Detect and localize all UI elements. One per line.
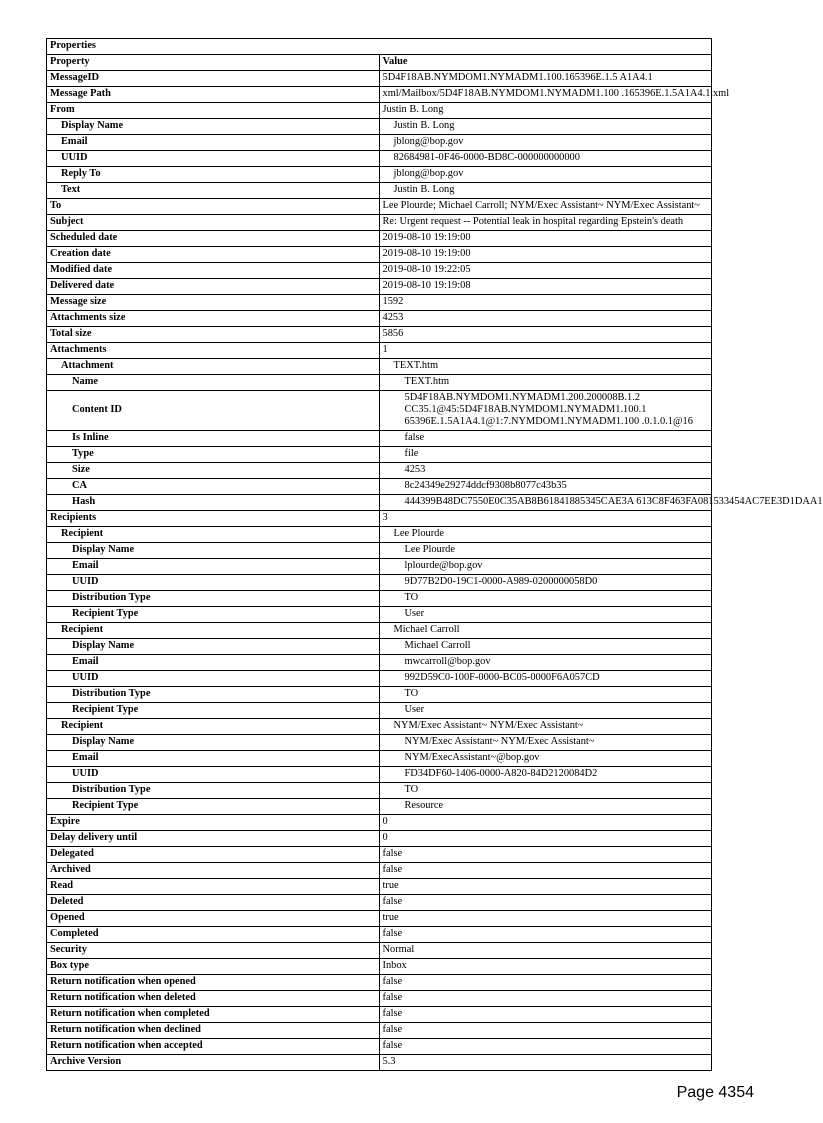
property-row bbox=[47, 991, 712, 1007]
property-value: 1 bbox=[379, 343, 712, 359]
property-value: 82684981-0F46-0000-BD8C-000000000000 bbox=[379, 151, 712, 167]
property-row bbox=[47, 119, 712, 135]
property-value: jblong@bop.gov bbox=[379, 135, 712, 151]
property-row bbox=[47, 831, 712, 847]
property-value: true bbox=[379, 879, 712, 895]
property-value: 4253 bbox=[379, 463, 712, 479]
property-value: false bbox=[379, 1039, 712, 1055]
property-value: Inbox bbox=[379, 959, 712, 975]
property-row bbox=[47, 895, 712, 911]
property-row bbox=[47, 231, 712, 247]
property-value: false bbox=[379, 895, 712, 911]
property-value: Justin B. Long bbox=[379, 103, 712, 119]
header-row bbox=[47, 55, 712, 71]
property-name: Return notification when completed bbox=[47, 1007, 380, 1023]
property-row bbox=[47, 135, 712, 151]
property-row bbox=[47, 263, 712, 279]
property-value: Resource bbox=[379, 799, 712, 815]
property-value: false bbox=[379, 847, 712, 863]
property-value: 0 bbox=[379, 831, 712, 847]
property-name: Email bbox=[47, 655, 380, 671]
property-value: TEXT.htm bbox=[379, 375, 712, 391]
property-row bbox=[47, 1023, 712, 1039]
property-name: To bbox=[47, 199, 380, 215]
property-name: Distribution Type bbox=[47, 591, 380, 607]
property-row bbox=[47, 975, 712, 991]
property-value: false bbox=[379, 975, 712, 991]
property-value: true bbox=[379, 911, 712, 927]
property-row bbox=[47, 911, 712, 927]
property-name: Attachment bbox=[47, 359, 380, 375]
property-name: Text bbox=[47, 183, 380, 199]
property-name: Distribution Type bbox=[47, 783, 380, 799]
property-value: User bbox=[379, 703, 712, 719]
property-value: 4253 bbox=[379, 311, 712, 327]
property-name: Subject bbox=[47, 215, 380, 231]
property-name: Type bbox=[47, 447, 380, 463]
property-value: file bbox=[379, 447, 712, 463]
property-value: Lee Plourde bbox=[379, 543, 712, 559]
property-row bbox=[47, 671, 712, 687]
property-value: Normal bbox=[379, 943, 712, 959]
property-name: Recipient bbox=[47, 719, 380, 735]
property-row bbox=[47, 431, 712, 447]
property-row bbox=[47, 543, 712, 559]
property-name: Content ID bbox=[47, 391, 380, 431]
property-name: Expire bbox=[47, 815, 380, 831]
property-row bbox=[47, 815, 712, 831]
property-row bbox=[47, 1055, 712, 1071]
properties-table bbox=[46, 38, 823, 1071]
property-value: 1592 bbox=[379, 295, 712, 311]
property-name: Attachments bbox=[47, 343, 380, 359]
property-name: Scheduled date bbox=[47, 231, 380, 247]
property-row bbox=[47, 279, 712, 295]
property-row bbox=[47, 215, 712, 231]
property-row bbox=[47, 151, 712, 167]
property-row bbox=[47, 1039, 712, 1055]
property-name: Read bbox=[47, 879, 380, 895]
property-name: Display Name bbox=[47, 735, 380, 751]
section-title-row bbox=[47, 39, 712, 55]
property-name: Reply To bbox=[47, 167, 380, 183]
property-value: Lee Plourde; Michael Carroll; NYM/Exec Assistant~ NYM/Exec Assistant~ bbox=[379, 199, 712, 215]
page-number: Page 4354 bbox=[676, 1084, 754, 1101]
property-row bbox=[47, 295, 712, 311]
property-row bbox=[47, 87, 712, 103]
property-name: Opened bbox=[47, 911, 380, 927]
property-value: 5856 bbox=[379, 327, 712, 343]
property-name: UUID bbox=[47, 575, 380, 591]
property-row bbox=[47, 559, 712, 575]
property-value: false bbox=[379, 991, 712, 1007]
property-row bbox=[47, 879, 712, 895]
property-value: NYM/Exec Assistant~ NYM/Exec Assistant~ bbox=[379, 719, 712, 735]
property-name: Display Name bbox=[47, 543, 380, 559]
property-name: Completed bbox=[47, 927, 380, 943]
properties-table-body bbox=[47, 39, 823, 1071]
property-value: false bbox=[379, 431, 712, 447]
property-row bbox=[47, 687, 712, 703]
property-row bbox=[47, 751, 712, 767]
property-value: TO bbox=[379, 591, 712, 607]
property-row bbox=[47, 183, 712, 199]
property-name: Delay delivery until bbox=[47, 831, 380, 847]
property-name: Archive Version bbox=[47, 1055, 380, 1071]
property-name: Return notification when accepted bbox=[47, 1039, 380, 1055]
property-name: Distribution Type bbox=[47, 687, 380, 703]
property-name: Display Name bbox=[47, 639, 380, 655]
property-row bbox=[47, 943, 712, 959]
property-row bbox=[47, 495, 712, 511]
property-name: MessageID bbox=[47, 71, 380, 87]
property-value: 2019-08-10 19:19:00 bbox=[379, 231, 712, 247]
property-value: 2019-08-10 19:19:00 bbox=[379, 247, 712, 263]
property-value: Michael Carroll bbox=[379, 623, 712, 639]
property-name: Total size bbox=[47, 327, 380, 343]
property-name: Name bbox=[47, 375, 380, 391]
property-name: UUID bbox=[47, 671, 380, 687]
property-value-line: 65396E.1.5A1A4.1@1:7.NYMDOM1.NYMADM1.100 .0.1.0.1@16 bbox=[404, 416, 693, 427]
property-value: FD34DF60-1406-0000-A820-84D2120084D2 bbox=[379, 767, 712, 783]
property-row bbox=[47, 591, 712, 607]
property-value: TO bbox=[379, 783, 712, 799]
property-value: TEXT.htm bbox=[379, 359, 712, 375]
property-value: User bbox=[379, 607, 712, 623]
property-row bbox=[47, 847, 712, 863]
property-row bbox=[47, 799, 712, 815]
header-value: Value bbox=[379, 55, 712, 71]
property-name: Return notification when deleted bbox=[47, 991, 380, 1007]
property-value: Lee Plourde bbox=[379, 527, 712, 543]
property-row bbox=[47, 391, 712, 431]
property-row bbox=[47, 375, 712, 391]
property-name: Email bbox=[47, 135, 380, 151]
property-name: Message size bbox=[47, 295, 380, 311]
property-name: Size bbox=[47, 463, 380, 479]
property-name: Message Path bbox=[47, 87, 380, 103]
property-row bbox=[47, 311, 712, 327]
property-row bbox=[47, 959, 712, 975]
property-value: 2019-08-10 19:22:05 bbox=[379, 263, 712, 279]
property-name: Creation date bbox=[47, 247, 380, 263]
property-row bbox=[47, 703, 712, 719]
property-name: Delegated bbox=[47, 847, 380, 863]
property-name: Box type bbox=[47, 959, 380, 975]
property-value: 9D77B2D0-19C1-0000-A989-0200000058D0 bbox=[379, 575, 712, 591]
property-row bbox=[47, 527, 712, 543]
property-name: Archived bbox=[47, 863, 380, 879]
property-name: UUID bbox=[47, 151, 380, 167]
property-value: false bbox=[379, 1023, 712, 1039]
property-name: CA bbox=[47, 479, 380, 495]
property-row bbox=[47, 655, 712, 671]
property-name: Recipient Type bbox=[47, 703, 380, 719]
property-name: Hash bbox=[47, 495, 380, 511]
property-name: Modified date bbox=[47, 263, 380, 279]
property-row bbox=[47, 639, 712, 655]
property-value: 0 bbox=[379, 815, 712, 831]
property-value: 5D4F18AB.NYMDOM1.NYMADM1.100.165396E.1.5 A1A4.1 bbox=[379, 71, 712, 87]
property-row bbox=[47, 1007, 712, 1023]
property-name: Security bbox=[47, 943, 380, 959]
section-title: Properties bbox=[47, 39, 712, 55]
property-value: Re: Urgent request -- Potential leak in hospital regarding Epstein's death bbox=[379, 215, 712, 231]
property-row bbox=[47, 511, 712, 527]
property-row bbox=[47, 327, 712, 343]
header-property: Property bbox=[47, 55, 380, 71]
property-row bbox=[47, 927, 712, 943]
property-row bbox=[47, 575, 712, 591]
property-name: UUID bbox=[47, 767, 380, 783]
property-value: 3 bbox=[379, 511, 712, 527]
property-value bbox=[379, 391, 712, 431]
property-row bbox=[47, 167, 712, 183]
property-row bbox=[47, 463, 712, 479]
property-value-line: 5D4F18AB.NYMDOM1.NYMADM1.200.200008B.1.2 bbox=[404, 392, 641, 403]
property-value: 992D59C0-100F-0000-BC05-0000F6A057CD bbox=[379, 671, 712, 687]
property-name: Recipients bbox=[47, 511, 380, 527]
property-value: 5.3 bbox=[379, 1055, 712, 1071]
property-name: Is Inline bbox=[47, 431, 380, 447]
property-name: Email bbox=[47, 751, 380, 767]
property-value: Justin B. Long bbox=[379, 119, 712, 135]
property-row bbox=[47, 71, 712, 87]
property-value: jblong@bop.gov bbox=[379, 167, 712, 183]
property-row bbox=[47, 719, 712, 735]
property-name: From bbox=[47, 103, 380, 119]
property-row bbox=[47, 607, 712, 623]
property-value: 8c24349e29274ddcf9308b8077c43b35 bbox=[379, 479, 712, 495]
property-row bbox=[47, 783, 712, 799]
property-row bbox=[47, 343, 712, 359]
property-name: Recipient Type bbox=[47, 607, 380, 623]
property-value: Justin B. Long bbox=[379, 183, 712, 199]
property-name: Display Name bbox=[47, 119, 380, 135]
property-value: NYM/ExecAssistant~@bop.gov bbox=[379, 751, 712, 767]
property-row bbox=[47, 767, 712, 783]
property-row bbox=[47, 735, 712, 751]
property-value: false bbox=[379, 863, 712, 879]
property-value: mwcarroll@bop.gov bbox=[379, 655, 712, 671]
property-value: xml/Mailbox/5D4F18AB.NYMDOM1.NYMADM1.100 .165396E.1.5A1A4.1.xml bbox=[379, 87, 712, 103]
property-value-line: CC35.1@45:5D4F18AB.NYMDOM1.NYMADM1.100.1 bbox=[404, 404, 647, 415]
property-value: TO bbox=[379, 687, 712, 703]
property-value: Michael Carroll bbox=[379, 639, 712, 655]
property-row bbox=[47, 247, 712, 263]
property-name: Return notification when declined bbox=[47, 1023, 380, 1039]
property-row bbox=[47, 359, 712, 375]
property-value: 444399B48DC7550E0C35AB8B61841885345CAE3A 613C8F463FA081533454AC7EE3D1DAA1 bbox=[379, 495, 712, 511]
property-name: Attachments size bbox=[47, 311, 380, 327]
property-value: lplourde@bop.gov bbox=[379, 559, 712, 575]
property-name: Return notification when opened bbox=[47, 975, 380, 991]
property-value: false bbox=[379, 927, 712, 943]
property-name: Deleted bbox=[47, 895, 380, 911]
property-value: NYM/Exec Assistant~ NYM/Exec Assistant~ bbox=[379, 735, 712, 751]
property-row bbox=[47, 103, 712, 119]
property-row bbox=[47, 479, 712, 495]
property-row bbox=[47, 199, 712, 215]
property-row bbox=[47, 447, 712, 463]
property-row bbox=[47, 623, 712, 639]
property-name: Email bbox=[47, 559, 380, 575]
property-name: Delivered date bbox=[47, 279, 380, 295]
property-name: Recipient bbox=[47, 623, 380, 639]
property-value: 2019-08-10 19:19:08 bbox=[379, 279, 712, 295]
property-row bbox=[47, 863, 712, 879]
property-value: false bbox=[379, 1007, 712, 1023]
property-name: Recipient bbox=[47, 527, 380, 543]
property-name: Recipient Type bbox=[47, 799, 380, 815]
